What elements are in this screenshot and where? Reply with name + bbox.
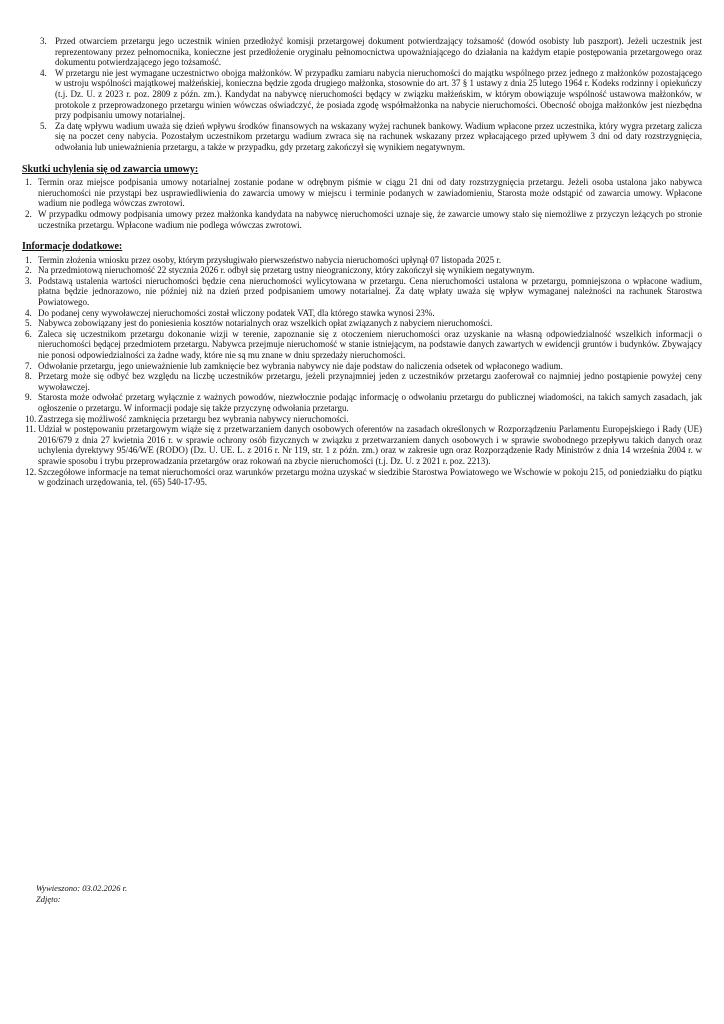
list-item-text: Nabywca zobowiązany jest do poniesienia kosztów notarialnych oraz wszelkich opłat związanych z nabyciem nieruchomości. <box>38 318 493 329</box>
list-item-number: 1. <box>25 254 32 265</box>
list-item <box>22 36 702 68</box>
list-item-number: 6. <box>25 328 32 339</box>
list-item-text: Do podanej ceny wywoławczej nieruchomości został wliczony podatek VAT, dla którego stawka wynosi 23%. <box>38 307 435 318</box>
list-item-text: Starosta może odwołać przetarg wyłącznie z ważnych powodów, niezwłocznie podając informację o odwołaniu przetargu do publicznej wiadomości, na takich samych zasadach, jak ogłoszenie o przetargu. W informacji podaje się także przyczynę odwołania przetargu. <box>38 392 702 413</box>
removed-date: Zdjęto: <box>36 893 61 904</box>
list-item <box>22 255 702 266</box>
document-page <box>22 36 702 488</box>
list-item-number: 10. <box>25 413 37 424</box>
list-item-number: 9. <box>25 392 32 403</box>
list-item <box>22 371 702 392</box>
list-item-text: Zaleca się uczestnikom przetargu dokonanie wizji w terenie, zapoznanie się z otoczeniem nieruchomości oraz uzyskanie na własną odpowiedzialność wszelkich informacji o nieruchomości będącej przedmiotem przetargu. Nabywca przejmuje nieruchomość w stanie istniejącym, na podstawie danych zawartych w ewidencji gruntów i budynków. Zbywający nie ponosi odpowiedzialności za żadne wady, które nie są mu znane w dniu sprzedaży nieruchomości. <box>38 328 702 361</box>
list-item-number: 1. <box>25 177 32 188</box>
list-item-number: 5. <box>25 318 32 329</box>
list-item-number: 11. <box>25 424 36 435</box>
list-item <box>22 177 702 209</box>
list-item <box>22 424 702 466</box>
list-item-number: 12. <box>25 466 37 477</box>
list-item-text: Zastrzega się możliwość zamknięcia przetargu bez wybrania nabywcy nieruchomości. <box>38 413 349 424</box>
list-item-number: 3. <box>40 36 47 46</box>
list-item-number: 4. <box>25 307 32 318</box>
list-item <box>22 329 702 361</box>
section-title-additional-info: Informacje dodatkowe: <box>22 241 123 253</box>
list-item-number: 7. <box>25 360 32 371</box>
list-item <box>22 209 702 230</box>
list-item-text: Termin złożenia wniosku przez osoby, którym przysługiwało pierwszeństwo nabycia nieruchomości upłynął 07 listopada 2025 r. <box>38 254 502 265</box>
list-item <box>22 265 702 276</box>
list-item-text: W przetargu nie jest wymagane uczestnictwo obojga małżonków. W przypadku zamiaru nabycia nieruchomości do majątku wspólnego przez jednego z małżonków pozostającego w ustroju wspólności majątkowej małżeńskiej, konieczna będzie zgoda drugiego małżonka, stosownie do art. 37 § 1 ustawy z dnia 25 lutego 1964 r. Kodeks rodzinny i opiekuńczy (t.j. Dz. U. z 2023 r. poz. 2809 z późn. zm.). Kandydat na nabywcę nieruchomości będący w związku małżeńskim, w którym obowiązuje wspólność ustawowa małżonków, w protokole z przeprowadzonego przetargu winien wówczas oświadczyć, że posiada zgodę współmałżonka na nabycie nieruchomości. Obecność obojga małżonków jest niezbędna przy podpisaniu umowy notarialnej. <box>55 67 702 121</box>
posting-footer <box>36 883 127 904</box>
list-item <box>22 392 702 413</box>
list-item <box>22 361 702 372</box>
list-item-text: Na przedmiotową nieruchomość 22 stycznia 2026 r. odbył się przetarg ustny nieograniczony, który zakończył się wynikiem negatywnym. <box>38 265 535 276</box>
list-item-text: Odwołanie przetargu, jego unieważnienie lub zamknięcie bez wybrania nabywcy nie daje podstaw do naliczenia odsetek od wpłaconego wadium. <box>38 360 563 371</box>
procedure-list <box>22 36 702 153</box>
list-item <box>22 467 702 488</box>
list-item-text: Przetarg może się odbyć bez względu na liczbę uczestników przetargu, jeżeli przynajmniej jeden z uczestników przetargu zaoferował co najmniej jedno postąpienie powyżej ceny wywoławczej. <box>38 371 702 392</box>
list-item-number: 2. <box>25 208 32 219</box>
list-item <box>22 318 702 329</box>
additional-info-list <box>22 255 702 488</box>
list-item-text: Udział w postępowaniu przetargowym wiąże się z przetwarzaniem danych osobowych oferentów na zasadach określonych w Rozporządzeniu Parlamentu Europejskiego i Rady (UE) 2016/679 z dnia 27 kwietnia 2016 r. w sprawie ochrony osób fizycznych w związku z przetwarzaniem danych osobowych i w sprawie swobodnego przepływu takich danych oraz uchylenia dyrektywy 95/46/WE (RODO) (Dz. U. UE. L. z 2016 r. Nr 119, str. 1 z późn. zm.) oraz w zakresie ugn oraz Rozporządzenie Rady Ministrów z dnia 14 września 2004 r. w sprawie sposobu i trybu przeprowadzania przetargów oraz rokowań na zbycie nieruchomości (t.j. Dz. U. z 2021 r. poz. 2213). <box>38 424 702 466</box>
list-item-number: 4. <box>40 67 47 78</box>
list-item-text: Za datę wpływu wadium uważa się dzień wpływu środków finansowych na wskazany wyżej rachunek bankowy. Wadium wpłacone przez uczestnika, który wygra przetarg zalicza się na poczet ceny nabycia. Pozostałym uczestnikom przetargu wadium zwraca się na rachunek wskazany przez wpłacającego przed upływem 3 dni od daty rozstrzygnięcia, odwołania lub unieważnienia przetargu, a także w przypadku, gdy przetarg zakończył się wynikiem negatywnym. <box>55 120 702 152</box>
list-item-text: W przypadku odmowy podpisania umowy przez małżonka kandydata na nabywcę nieruchomości uznaje się, że zawarcie umowy stało się niemożliwe z przyczyn leżących po stronie uczestnika przetargu. Wpłacone wadium nie podlega wówczas zwrotowi. <box>38 208 702 230</box>
list-item-text: Podstawą ustalenia wartości nieruchomości będzie cena nieruchomości wylicytowana w przetargu. Cena nieruchomości ustalona w przetargu, pomniejszona o wpłacone wadium, płatna będzie jednorazowo, nie później niż na dzień przed podpisaniem umowy notarialnej. Za datę wpłaty uważa się wpływ wymaganej należności na rachunek Starostwa Powiatowego. <box>38 275 702 308</box>
list-item-number: 3. <box>25 275 32 286</box>
list-item-text: Szczegółowe informacje na temat nieruchomości oraz warunków przetargu można uzyskać w siedzibie Starostwa Powiatowego we Wschowie w pokoju 215, od poniedziałku do piątku w godzinach urzędowania, tel. (65) 540-17-95. <box>38 466 702 488</box>
list-item-number: 5. <box>40 120 47 131</box>
list-item <box>22 68 702 121</box>
list-item <box>22 414 702 425</box>
section-title-contract-evasion: Skutki uchylenia się od zawarcia umowy: <box>22 163 199 175</box>
posted-date: Wywieszono: 03.02.2026 r. <box>36 883 128 893</box>
list-item-number: 8. <box>25 371 32 382</box>
list-item-text: Termin oraz miejsce podpisania umowy notarialnej zostanie podane w odrębnym piśmie w ciągu 21 dni od daty rozstrzygnięcia przetargu. Jeżeli osoba ustalona jako nabywca nieruchomości nie przystąpi bez usprawiedliwienia do zawarcia umowy w miejscu i terminie podanych w zawiadomieniu, Starosta może odstąpić od zawarcia umowy. Wpłacone wadium nie podlega wówczas zwrotowi. <box>38 177 702 209</box>
list-item <box>22 121 702 153</box>
list-item-text: Przed otwarciem przetargu jego uczestnik winien przedłożyć komisji przetargowej dokument potwierdzający tożsamość (dowód osobisty lub paszport). Jeżeli uczestnik jest reprezentowany przez pełnomocnika, konieczne jest przedłożenie oryginału pełnomocnictwa upoważniającego do działania na każdym etapie postępowania przetargowego oraz dokumentu potwierdzającego jego tożsamość. <box>55 36 702 68</box>
contract-evasion-list <box>22 177 702 230</box>
list-item <box>22 276 702 308</box>
list-item-number: 2. <box>25 265 32 276</box>
list-item <box>22 308 702 319</box>
